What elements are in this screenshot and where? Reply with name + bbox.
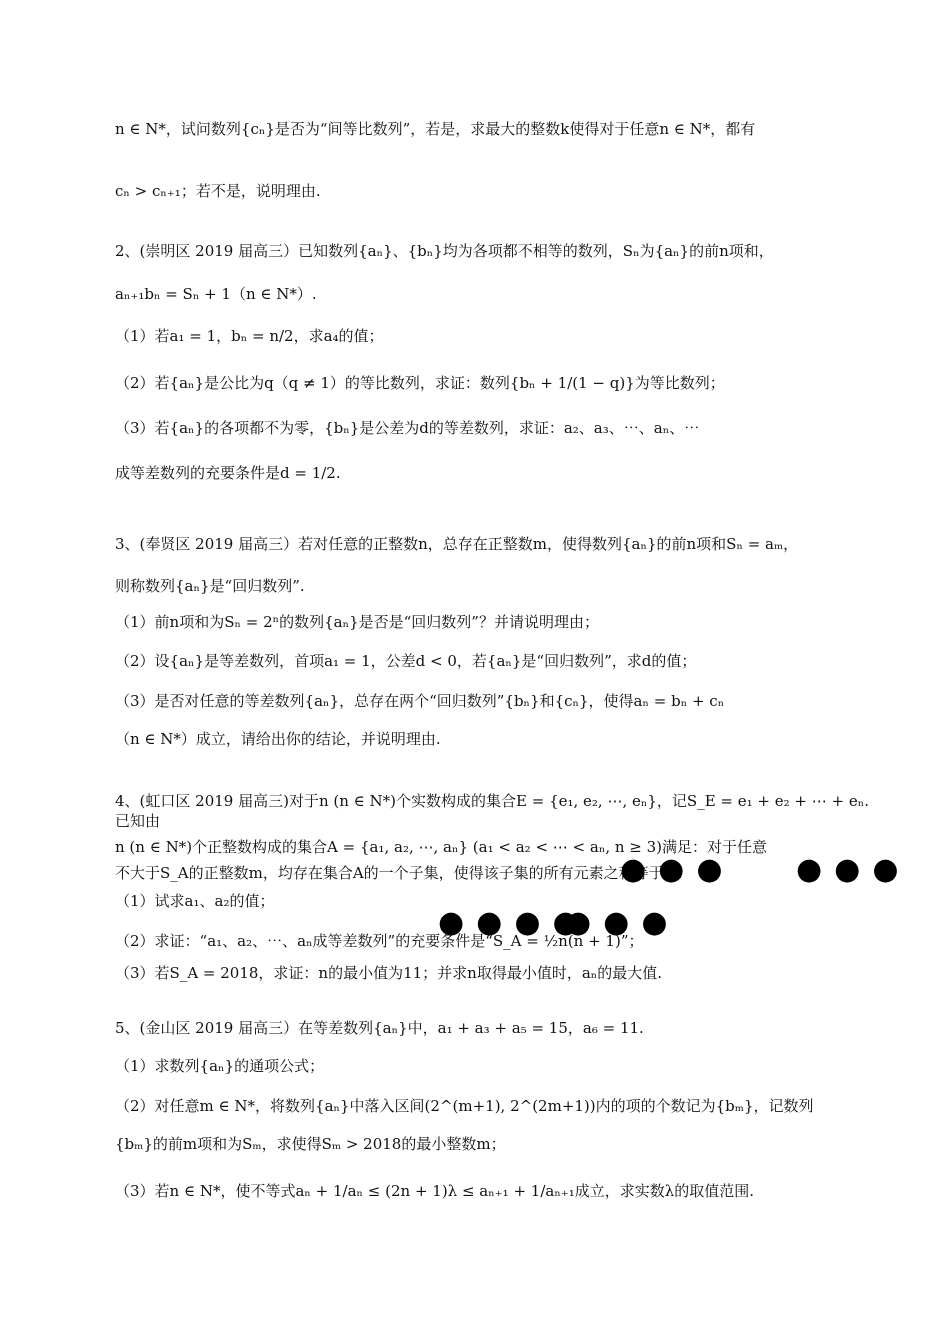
text-line: 则称数列{aₙ}是“回归数列”. [115, 577, 305, 595]
text-line: （3）若S_A = 2018，求证：n的最小值为11；并求n取得最小值时，aₙ的最大值. [115, 964, 663, 982]
text-line: （2）对任意m ∈ N*，将数列{aₙ}中落入区间(2^(m+1), 2^(2m+1))内的项的个数记为{bₘ}，记数列 [115, 1097, 814, 1115]
text-line: n (n ∈ N*)个正整数构成的集合A = {a₁, a₂, ⋯, aₙ} (a₁ < a₂ < ⋯ < aₙ, n ≥ 3)满足：对于任意 [115, 838, 768, 856]
text-line: 3、(奉贤区 2019 届高三）若对任意的正整数n，总存在正整数m，使得数列{aₙ}的前n项和Sₙ = aₘ， [115, 535, 799, 553]
text-line: 不大于S_A的正整数m，均存在集合A的一个子集，使得该子集的所有元素之和等于m. [115, 864, 683, 882]
text-line: （1）前n项和为Sₙ = 2ⁿ的数列{aₙ}是否是“回归数列”？并请说明理由； [115, 613, 599, 631]
text-line: （1）若a₁ = 1，bₙ = n/2，求a₄的值； [115, 327, 384, 345]
text-line: 5、(金山区 2019 届高三）在等差数列{aₙ}中，a₁ + a₃ + a₅ = 15，a₆ = 11. [115, 1019, 644, 1037]
text-line: cₙ > cₙ₊₁；若不是，说明理由. [115, 182, 321, 200]
emphasis-dots-lower-left: ●●●● [438, 905, 591, 940]
text-line: 4、(虹口区 2019 届高三)对于n (n ∈ N*)个实数构成的集合E = {e₁, e₂, ⋯, eₙ}，记S_E = e₁ + e₂ + ⋯ + eₙ. [115, 792, 869, 810]
text-line: （2）设{aₙ}是等差数列，首项a₁ = 1，公差d < 0，若{aₙ}是“回归数列”，求d的值； [115, 652, 697, 670]
text-line: （2）求证：“a₁、a₂、⋯、aₙ成等差数列”的充要条件是“S_A = ½n(n + 1)”； [115, 932, 644, 950]
text-line: （1）求数列{aₙ}的通项公式； [115, 1057, 325, 1075]
emphasis-dots-lower-right: ●●● [565, 905, 680, 940]
text-line: （n ∈ N*）成立，请给出你的结论，并说明理由. [115, 730, 441, 748]
emphasis-dots-right: ●●● [796, 852, 911, 887]
text-line: {bₘ}的前m项和为Sₘ，求使得Sₘ > 2018的最小整数m； [115, 1135, 506, 1153]
text-line: （1）试求a₁、a₂的值； [115, 892, 275, 910]
text-line: （3）若{aₙ}的各项都不为零，{bₙ}是公差为d的等差数列，求证：a₂、a₃、⋯、aₙ、⋯ [115, 419, 700, 437]
text-line: 已知由 [115, 812, 161, 830]
text-line: aₙ₊₁bₙ = Sₙ + 1（n ∈ N*）. [115, 285, 317, 303]
text-line: （2）若{aₙ}是公比为q（q ≠ 1）的等比数列，求证：数列{bₙ + 1/(1 − q)}为等比数列； [115, 374, 725, 392]
text-line: （3）是否对任意的等差数列{aₙ}，总存在两个“回归数列”{bₙ}和{cₙ}，使得aₙ = bₙ + cₙ [115, 692, 725, 710]
emphasis-dots-mid: ●●● [620, 852, 735, 887]
text-line: 成等差数列的充要条件是d = 1/2. [115, 464, 341, 482]
text-line: （3）若n ∈ N*，使不等式aₙ + 1/aₙ ≤ (2n + 1)λ ≤ aₙ₊₁ + 1/aₙ₊₁成立，求实数λ的取值范围. [115, 1182, 755, 1200]
text-line: 2、(崇明区 2019 届高三）已知数列{aₙ}、{bₙ}均为各项都不相等的数列，Sₙ为{aₙ}的前n项和， [115, 242, 774, 260]
text-line: n ∈ N*，试问数列{cₙ}是否为“间等比数列”，若是，求最大的整数k使得对于任意n ∈ N*，都有 [115, 120, 756, 138]
